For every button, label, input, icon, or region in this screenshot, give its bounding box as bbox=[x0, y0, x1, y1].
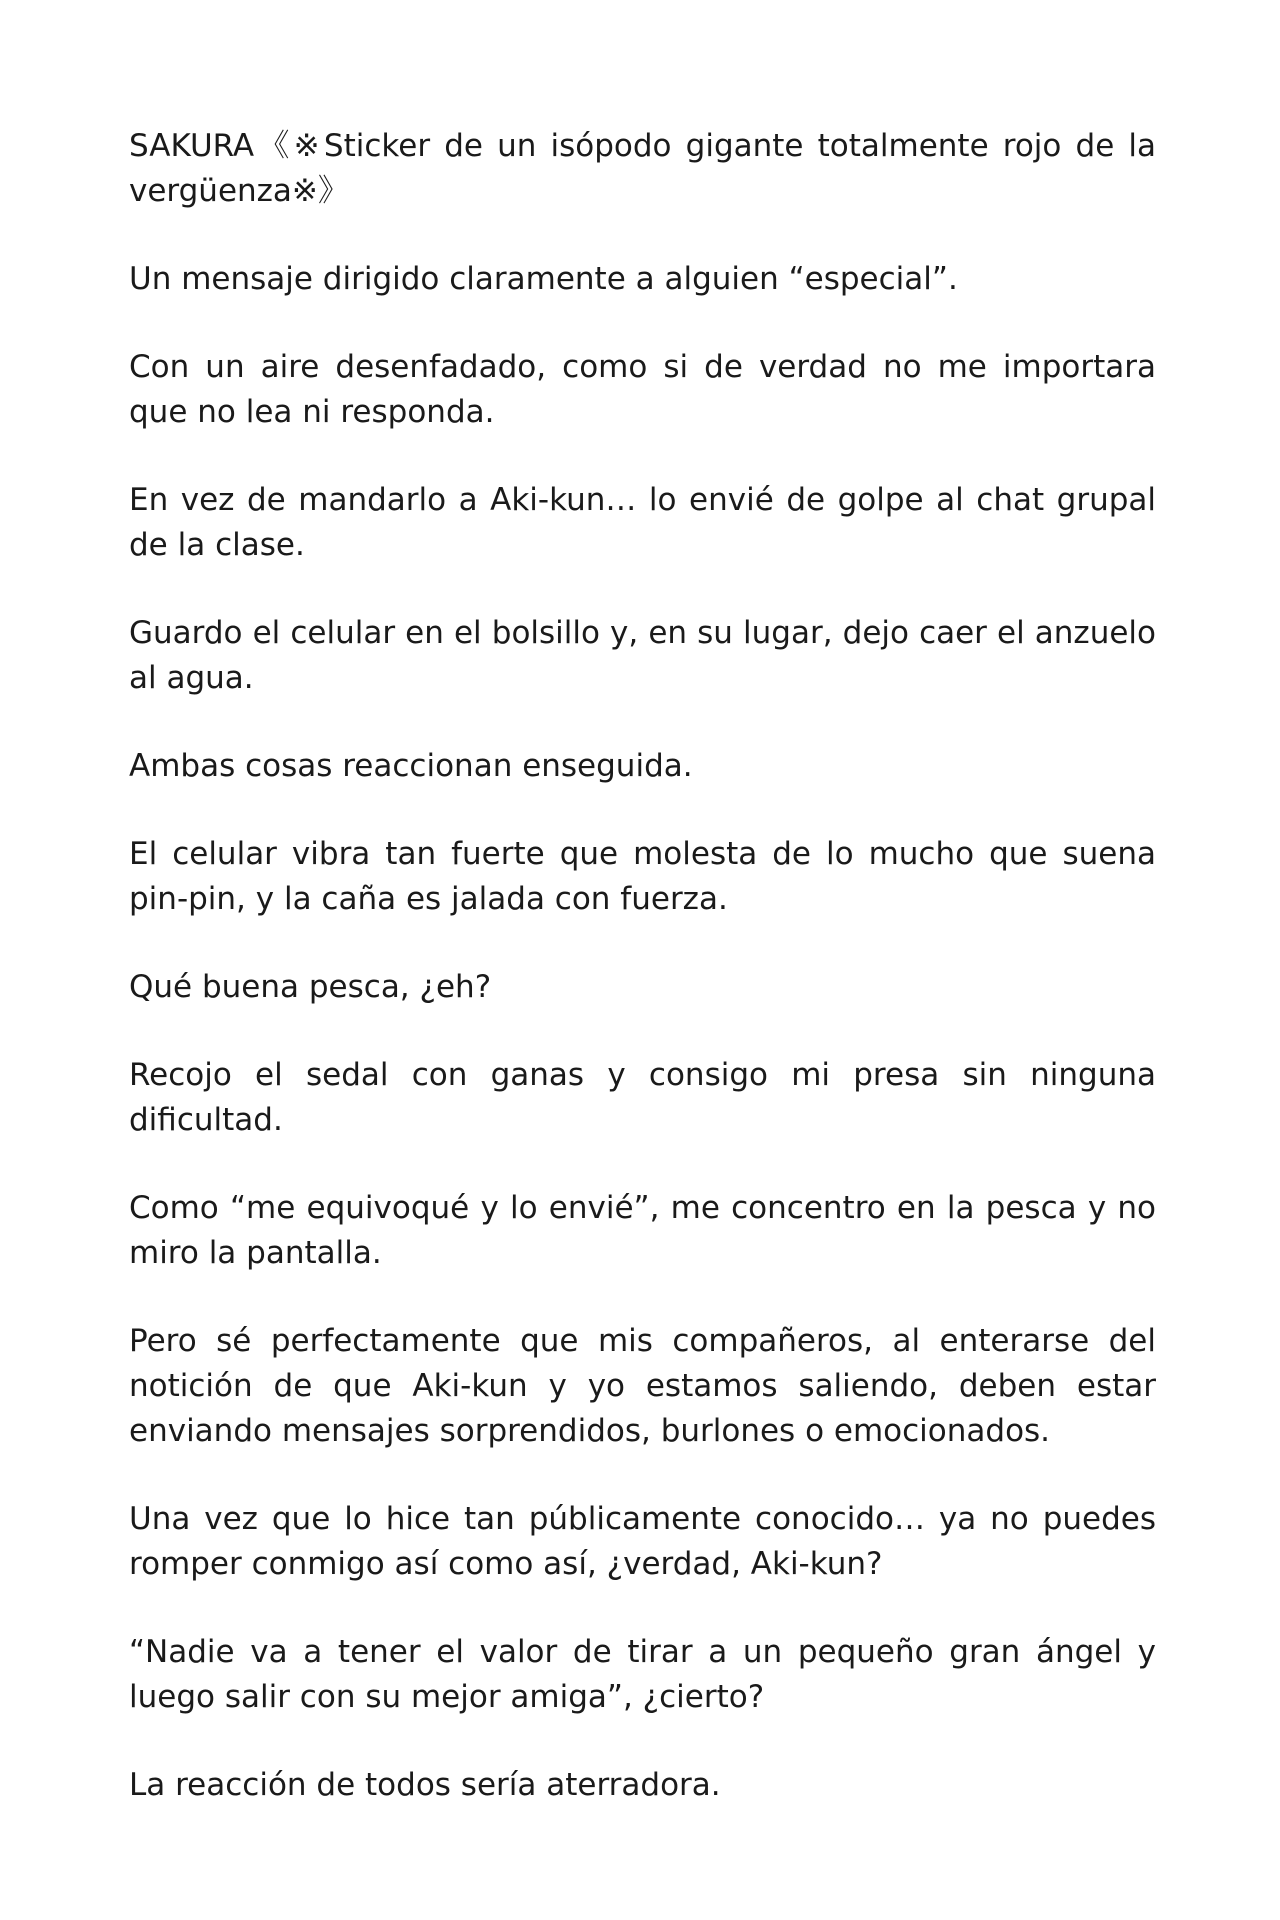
paragraph: Un mensaje dirigido claramente a alguien “especial”. bbox=[129, 261, 958, 297]
paragraph: Recojo el sedal con ganas y consigo mi presa sin ninguna dificultad. bbox=[129, 1057, 1156, 1138]
document-page bbox=[129, 124, 1156, 1808]
paragraph: SAKURA《※Sticker de un isópodo gigante totalmente rojo de la vergüenza※》 bbox=[129, 128, 1156, 209]
paragraph: Pero sé perfectamente que mis compañeros, al enterarse del notición de que Aki-kun y yo estamos saliendo, deben estar enviando mensajes sorprendidos, burlones o emocionados. bbox=[129, 1323, 1156, 1449]
paragraph: La reacción de todos sería aterradora. bbox=[129, 1767, 721, 1803]
paragraph: Qué buena pesca, ¿eh? bbox=[129, 969, 492, 1005]
paragraph: Guardo el celular en el bolsillo y, en su lugar, dejo caer el anzuelo al agua. bbox=[129, 615, 1156, 696]
paragraph: Una vez que lo hice tan públicamente conocido… ya no puedes romper conmigo así como así, ¿verdad, Aki-kun? bbox=[129, 1501, 1156, 1582]
paragraph: Con un aire desenfadado, como si de verdad no me importara que no lea ni responda. bbox=[129, 349, 1156, 430]
paragraph: Como “me equivoqué y lo envié”, me concentro en la pesca y no miro la pantalla. bbox=[129, 1190, 1156, 1271]
paragraph: Ambas cosas reaccionan enseguida. bbox=[129, 748, 693, 784]
paragraph: En vez de mandarlo a Aki-kun… lo envié de golpe al chat grupal de la clase. bbox=[129, 482, 1156, 563]
paragraph: El celular vibra tan fuerte que molesta de lo mucho que suena pin-pin, y la caña es jalada con fuerza. bbox=[129, 836, 1156, 917]
paragraph: “Nadie va a tener el valor de tirar a un pequeño gran ángel y luego salir con su mejor amiga”, ¿cierto? bbox=[129, 1634, 1156, 1715]
